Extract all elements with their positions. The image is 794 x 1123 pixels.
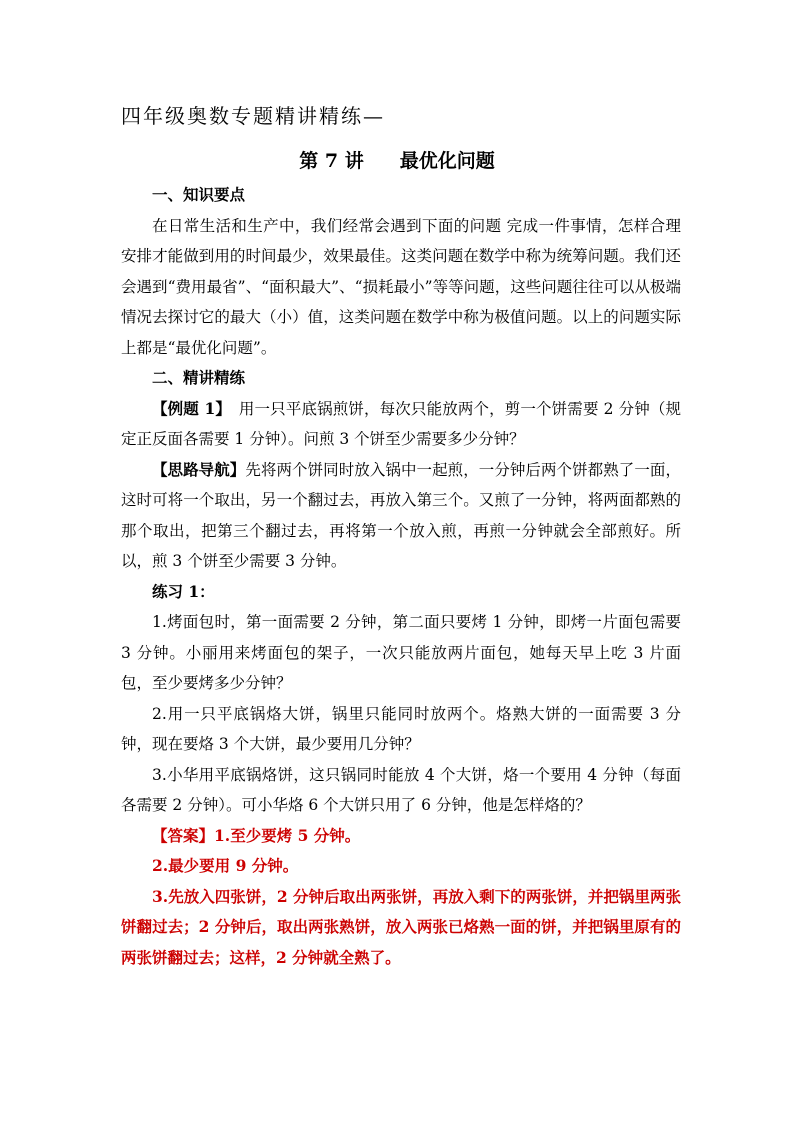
answer-item: 3.先放入四张饼，2 分钟后取出两张饼，再放入剩下的两张饼，并把锅里两张饼翻过去；2 分钟后，取出两张熟饼，放入两张已烙熟一面的饼，并把锅里原有的两张饼翻过去；这样，2 分钟就全熟了。	[121, 886, 681, 967]
exercise-item: 1.烤面包时，第一面需要 2 分钟，第二面只要烤 1 分钟，即烤一片面包需要 3 分钟。小丽用来烤面包的架子，一次只能放两片面包，她每天早上吃 3 片面包，至少要烤多少分钟？	[121, 613, 681, 692]
hint-text: 先将两个饼同时放入锅中一起煎，一分钟后两个饼都熟了一面，这时可将一个取出，另一个翻过去，再放入第三个。又煎了一分钟，将两面都熟的那个取出，把第三个翻过去，再将第一个放入煎，再煎一分钟就会全部煎好。所以，煎 3 个饼至少需要 3 分钟。	[121, 460, 681, 570]
answer-item: 2.最少要用 9 分钟。	[152, 856, 299, 875]
answer-paragraph	[121, 821, 681, 852]
knowledge-paragraph: 在日常生活和生产中，我们经常会遇到下面的问题 完成一件事情，怎样合理安排才能做到用的时间最少，效果最佳。这类问题在数学中称为统筹问题。我们还会遇到“费用最省”、“面积最大”、“损耗最小”等等问题，这些问题往往可以从极端情况去探讨它的最大（小）值，这类问题在数学中称为极值问题。以上的问题实际上都是“最优化问题”。	[121, 216, 681, 357]
example-text: 用一只平底锅煎饼，每次只能放两个，剪一个饼需要 2 分钟（规定正反面各需要 1 分钟）。问煎 3 个饼至少需要多少分钟？	[121, 399, 681, 448]
lesson-title	[0, 146, 794, 173]
series-title: 四年级奥数专题精讲精练—	[121, 104, 385, 128]
exercise-item: 2.用一只平底锅烙大饼，锅里只能同时放两个。烙熟大饼的一面需要 3 分钟，现在要烙 3 个大饼，最少要用几分钟？	[121, 704, 681, 753]
exercise-item: 3.小华用平底锅烙饼，这只锅同时能放 4 个大饼，烙一个要用 4 分钟（每面各需要 2 分钟）。可小华烙 6 个大饼只用了 6 分钟，他是怎样烙的？	[121, 765, 681, 814]
example-paragraph	[121, 394, 681, 455]
hint-paragraph	[121, 455, 681, 577]
section-heading-knowledge: 一、知识要点	[152, 185, 246, 204]
lesson-number: 第 7 讲	[299, 150, 364, 172]
example-label: 【例题 1】	[152, 398, 224, 418]
answer-label: 【答案】	[152, 825, 215, 845]
lesson-name: 最优化问题	[399, 150, 495, 172]
exercise-heading: 练习 1：	[152, 581, 215, 601]
answer-item: 1.至少要烤 5 分钟。	[214, 825, 361, 845]
section-heading-practice: 二、精讲精练	[152, 368, 246, 387]
document-body	[121, 180, 681, 973]
hint-label: 【思路导航】	[152, 459, 246, 479]
